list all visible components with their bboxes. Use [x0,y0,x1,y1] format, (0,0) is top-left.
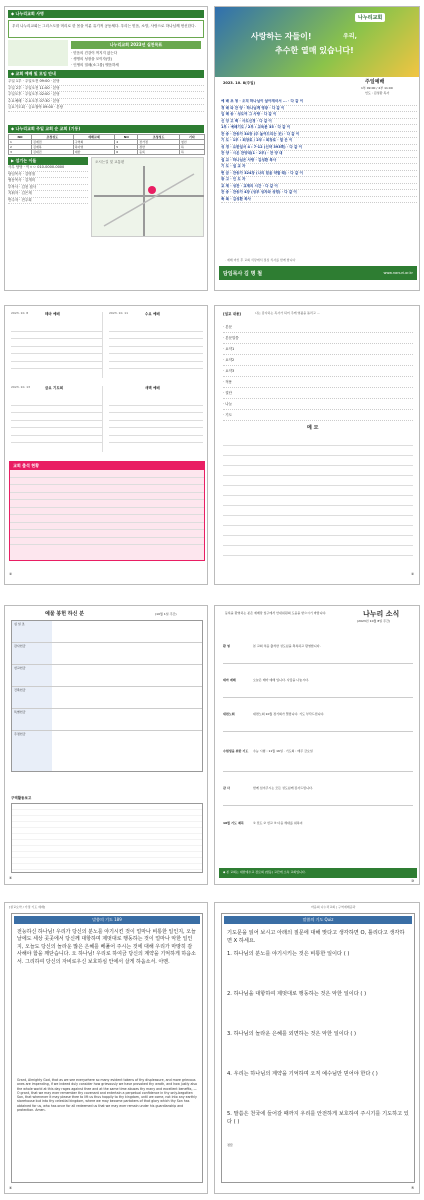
banner-line1: 사랑하는 자들이! [251,32,312,41]
footer-note: · 예배 마친 후 교회 식당에서 점심 식사를 함께 합니다 [225,258,296,262]
schedule-row: 수요예배 · 수요오후 07:30 · 본당 [8,99,204,106]
order-row: 찬 송 · 찬송가 4장 (성부 성자와 성령) · 다 같 이 [221,190,417,197]
prayer-title: ◆ 나누리교회 주일 교회 순 교회 (기둥) [8,125,204,133]
notes-row: · 결단 [223,388,413,399]
prayer-cell: 5 [115,145,138,150]
schedule-row: 주일 1부 · 주일오전 09:00 · 본당 [8,79,204,86]
vision-text: 우리 나누리교회는 그리스도를 머리로 한 몸을 이룬 유기적 공동체다. 우리는 믿음, 소망, 사랑으로 하나님께 헌신한다. [8,20,204,38]
goal-2: · 생명의 성장을 모이자(빗) [71,57,112,61]
prayer-cell: 전가정 [138,140,180,145]
news-label: 10월 기도 제목 [223,821,244,826]
quiz-page-label: 마음의 나누리교회 | 구역예배공과 [311,905,356,909]
staff-row: 부목사 · 김천 집사 [8,185,88,192]
order-row: 축 복 · 김성환 목사 [221,197,417,204]
map-image [91,157,204,237]
prayer-box [11,913,203,1183]
news-title: 나누리 소식 [363,610,400,618]
prayer-page-label: [설교요약 / 가정 기도 예배] [9,905,46,909]
order-row: 1부 : 예배기도 / 2부 : 교독문 35 · 다 같 이 [221,125,417,132]
news-label: 환 영 [223,643,230,648]
prayer-header-cell: 기타 [179,135,204,140]
notes-row: · 요약3 [223,366,413,377]
service-block-date: 2023. 10. 11 [109,311,129,315]
quiz-box-title: 말씀의 기도 Quiz [224,916,412,924]
news-label: 테마 예배 [223,677,236,682]
quiz-question-1: 1. 하나님의 분노를 야기시키는 것은 비통한 일이다 ( ) [227,951,350,957]
vision-title: ◆ 나누리교회 사명 [8,10,204,18]
news-text: ① 전도 ② 선교 ③ 다음 세대를 위하여 [253,821,303,826]
offering-category: 십 일 조 [12,621,52,642]
order-row: 예 배 초 청 · 오직 하나님이 살아계셔서 ... · 다 같 이 [221,99,417,106]
goal-1: · 믿음의 건강이 꺼지지 않는다 [71,51,118,55]
news-list [223,630,413,842]
schedule-row: 주일 2부 · 주일오전 11:00 · 본당 [8,86,204,93]
prayer-cell: 김예전 [32,140,74,145]
notes-row: · 요약1 [223,344,413,355]
news-page [214,605,420,885]
prayer-cell: 대한 [73,150,115,155]
page-number: ④ [9,876,13,880]
quiz-intro: 기도문을 읽어 보시고 아래의 질문에 대해 맞다고 생각하면 O, 틀리다고 생각하면 X 하세요. [227,930,405,944]
notes-row: · 나눔 [223,399,413,410]
offering-title: 예물 봉헌 하신 분 [45,611,85,617]
prayer-table [8,134,205,155]
page-number: ② [411,572,415,576]
service-block [109,386,203,452]
attendance-title: 교회 출석 현황 [10,462,204,470]
prayer-cell: 등록 [138,150,180,155]
quiz-question-2: 2. 하나님을 대항하여 제멋대로 행동하는 것은 악한 일이다 ( ) [227,991,367,997]
memo-page [214,305,420,585]
service-block-title: 금요 기도회 [45,386,64,390]
order-row: 신 앙 고 백 · 사도신경 · 다 같 이 [221,119,417,126]
prayer-header-cell: 초청성도 [138,135,180,140]
footer-church: 담임목사 김 명 철 [223,270,263,277]
order-row: 설 교 · 하나님은 사랑 · 김성환 목사 [221,158,417,165]
banner-line3: 추수한 열매 있습니다! [275,46,354,55]
prayer-header-cell: 예배교제 [73,135,115,140]
quiz-answer-label: 정답 [227,1143,233,1147]
order-row: 찬 양 · 시온 찬양대(1 · 2부) · 찬 양 대 [221,151,417,158]
schedule-table [8,79,204,123]
quiz-question-4: 4. 우리는 하나님의 계약을 기억하며 오직 예수님만 믿어야 한다 ( ) [227,1071,378,1077]
staff-title: ▶ 섬기는 이들 [8,157,88,165]
notes-subtitle: 나는 감사하는 목사가 되어 주께 영광을 돌리고 ... [255,311,320,315]
order-row: 기 도 · 1부 : 회장로 / 2부 : 회장로 · 맡 은 이 [221,138,417,145]
staff-row: 반주자 · 전주희 [8,198,88,205]
goal-section [8,40,204,68]
notes-row: · 요약2 [223,355,413,366]
order-row: 입 례 송 · 성도여 그 사랑 · 다 같 이 [221,112,417,119]
prayer-cell: 청년 [179,140,204,145]
order-row: 경 배 와 찬 양 · 하나님께 영광 · 다 같 이 [221,106,417,113]
service-block-title: 테마 예배 [45,312,60,316]
news-label: 대면노회 [223,711,235,716]
banner-image [215,7,420,77]
footer-address: www.nanuri.or.kr [383,271,413,275]
prayer-row [9,150,205,155]
schedule-row: 주일오후 · 주일오후 02:00 · 본당 [8,92,204,99]
bulletin-front-page [214,6,420,291]
schedule-row: 금요기도회 · 금요철야 09:00 · 본당 [8,105,204,112]
news-text: 함께 섬겨주시는 모든 성도님께 감사드립니다. [253,785,313,790]
prayer-cell: 1 [9,140,32,145]
prayer-cell: 김예하 [32,145,74,150]
news-text: 오늘은 테마 예배 입니다. 사랑을 나눕시다. [253,677,309,682]
goal-left-pad [8,40,68,66]
memo-lines [223,436,413,556]
prayer-cell: 하 [179,145,204,150]
offering-table [11,620,203,772]
offering-date-note: (10월 1일 주간) [155,612,177,616]
district-report-title: 구역활동보고 [11,796,32,800]
prayer-header-cell: NO [115,135,138,140]
prayer-header-cell: NO [9,135,32,140]
staff-row: 사무 담당 · 이ㅇㅇ 010-0000-0000 [8,165,88,172]
prayer-cell: 정한 [138,145,180,150]
map-drawing [94,166,206,238]
order-row: 기 도 · 설 교 자 [221,164,417,171]
schedule-title: ◆ 교회 예배 및 모임 안내 [8,70,204,78]
prayer-cell: 6 [115,150,138,155]
service-time: 1부 09:00 / 2부 11:00 [361,86,393,90]
prayer-korean-text: 전능하신 하나님! 우리가 당신의 분노를 야기시킨 것이 얼마나 비통한 일인지, 오늘날에도 세상 곳곳에서 당신께 대항하며 제멋대로 행동하는 것이 얼마나 악한 일인지, 오늘도 당신의 놀라운 많은 은혜를 베풀어 주시는 것에 대해 우리가 마땅히 감사해야 함을 깨닫습니다. 오 하나님! 우리로 하여금 당신의 계약을 기억하게 하옵소서. 그리하여 당신의 자비로우신 보호하심 안에서 살게 하옵소서. 아멘. [17,929,196,965]
news-label: 수험생을 위한 기도 [223,748,249,753]
offering-category: 선교헌금 [12,665,52,686]
attendance-box [9,461,205,561]
district-report-table [11,803,203,873]
notes-list [223,322,413,421]
service-block [11,386,103,452]
order-row: 헌 금 · 찬송가 324장 (나의 믿음 약할 때) · 다 같 이 [221,171,417,178]
bulletin-back-page [4,6,208,291]
service-block-title: 수요 예배 [145,312,160,316]
preacher: 인도 : 김성환 목사 [365,91,390,95]
news-footer: ◆ 본 교회는 대한예수교 장로회 (합동) 교단에 소속 교회입니다. [219,868,417,878]
map-caption: 오시는길 및 교통편 [95,160,125,164]
prayer-cell: 하 [179,150,204,155]
prayer-cell: 3 [9,150,32,155]
prayer-cell: 4 [115,140,138,145]
prayer-cell: 김대진 [32,150,74,155]
page-number: ⑤ [411,1186,415,1190]
quiz-question-3: 3. 하나님의 놀라운 은혜를 외면하는 것은 악한 일이다 ( ) [227,1031,357,1037]
footer-bar [219,266,417,280]
service-block [11,312,103,378]
prayer-cell: 2 [9,145,32,150]
page-number: ③ [411,879,415,883]
service-block-title: 새벽 예배 [145,386,160,390]
goal-title: 나누리교회 2023년 실천목표 [71,41,201,49]
news-text: 대면노회 10월 정기회가 열립니다. 기도 부탁드립니다. [253,711,325,716]
page-number: ② [9,572,13,576]
prayer-header-cell: 초청성도 [32,135,74,140]
news-label: 감 사 [223,785,230,790]
prayer-english-text: Grant, Almighty God, that as we see everywhere so many evident tokens of thy displeasure, and more grievous ones are impending, if we indeed duly consider how grievously we have provoked thy wrath, and how justly also the whole world at this day rages against thee and at the same time abuses thy many and excellent benefits, — O grant, that we may ever remember thy covenant and entertain a perpetual confidence in thy only-begotten Son, that whenever it may please thee to lift us thus happily to thy kingdom, until we come, not into any earthly storehouse but into thy celestial kingdom, where we may become partakers of that glory which thy Son has obtained for us, who has once for all redeemed us that we may ever remain under his guardianship and protection. Amen. [17,1078,197,1113]
prayer-box-title: 말씀의 기도 189 [14,916,200,924]
quiz-question-5: 5. 말씀은 천국에 들어갈 때까지 우리를 안전하게 보호하여 주시기를 기도하고 있다 ( ) [227,1111,409,1125]
news-intro: 등록을 환영하는 분은 예배당 입구에서 안내위원의 도움을 받으시기 바랍니다. [225,611,327,615]
order-row: 광 고 · 인 도 자 [221,177,417,184]
bulletin-date: 2023. 10. 8(주일) [223,81,256,85]
quiz-box [221,913,415,1183]
offering-page [4,605,208,885]
service-block-date: 2023. 10. 13 [11,385,31,389]
church-logo: 나누리교회 [355,13,385,22]
prayer-cell: 구역회 [73,140,115,145]
offering-category: 건축헌금 [12,687,52,708]
notes-row: · 적용 [223,377,413,388]
service-block-date: 2023. 10. 8 [11,311,29,315]
order-row: 교 제 · 성찬 · 교제의 시간 · 다 같 이 [221,184,417,191]
staff-row: 지휘자 · 김은재 [8,191,88,198]
offering-category: 특별헌금 [12,709,52,730]
prayer-text-page [4,902,208,1194]
service-title: 주일예배 [365,79,385,85]
order-row: 성 경 · 요한일서 4 : 7-12 (신약 393쪽) · 다 같 이 [221,145,417,152]
notes-row: · 기도 [223,410,413,421]
quiz-page [214,902,420,1194]
order-row: 찬 송 · 찬송가 34장 (주 높여드리는 곳) · 다 같 이 [221,132,417,139]
staff-row: 담임목사 · 김명철 [8,172,88,179]
notes-row: · 본문말씀 [223,333,413,344]
banner-line2: 우리, [343,33,357,40]
news-text: 본 교회 처음 출석한 성도님을 축복하고 환영합니다. [253,643,321,648]
memo-title: 메 모 [307,425,319,431]
staff-section [8,157,204,237]
offering-category: 주정헌금 [12,731,52,771]
news-subtitle: (2023년 10월 8일 주간) [357,619,391,623]
page-number: ④ [9,1186,13,1190]
news-text: 수능 시험 : 11월 16일 · 기도회 : 매주 금요일 [253,748,313,753]
notes-title: [설교 내용] [223,312,241,316]
offering-category: 감사헌금 [12,643,52,664]
service-block [109,312,203,378]
order-of-worship [221,99,417,203]
prayer-cell: 하이영 [73,145,115,150]
notes-row: · 본문 [223,322,413,333]
staff-row: 협동목사 · 김개미 [8,178,88,185]
goal-3: · 인생의 열매(소그룹) 맺음하세 [71,63,119,67]
sermon-notes-page [4,305,208,585]
